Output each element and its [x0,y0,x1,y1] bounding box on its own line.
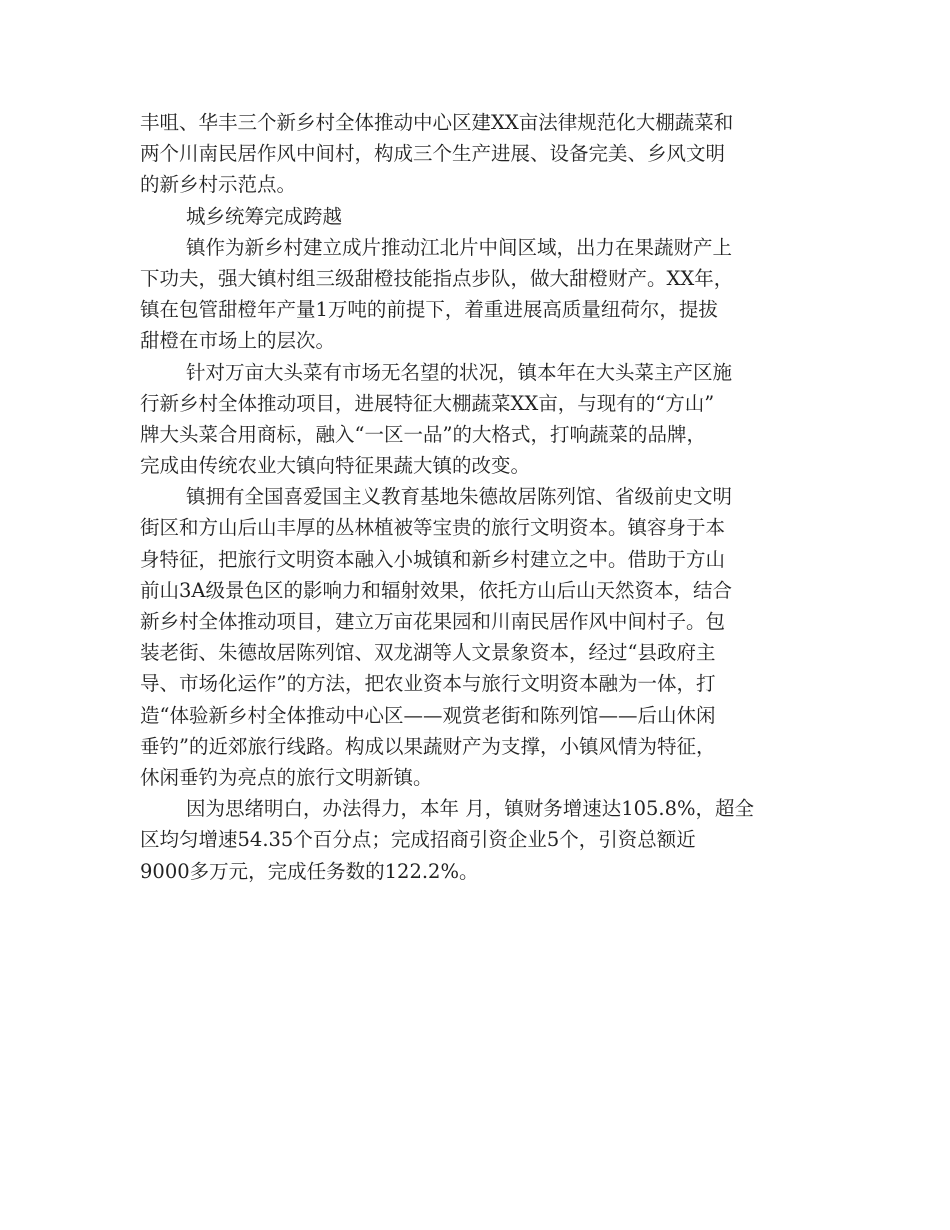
text-line: 完成由传统农业大镇向特征果蔬大镇的改变。 [140,454,531,478]
text-line: 装老街、朱德故居陈列馆、双龙湖等人文景象资本，经过“县政府主 [140,641,716,665]
text-line: 两个川南民居作风中间村，构成三个生产进展、设备完美、乡风文明 [140,142,726,166]
text-line: 镇作为新乡村建立成片推动江北片中间区域，出力在果蔬财产上 [186,235,733,259]
text-line: 针对万亩大头菜有市场无名望的状况，镇本年在大头菜主产区施 [186,360,733,384]
text-line: 区均匀增速54.35个百分点；完成招商引资企业5个，引资总额近 [140,828,696,852]
text-line: 镇在包管甜橙年产量1万吨的前提下，着重进展高质量纽荷尔，提拔 [140,298,718,322]
paragraph-1 [140,107,820,201]
paragraph-3 [140,232,820,357]
text-line: 因为思绪明白，办法得力，本年 月，镇财务增速达105.8%，超全 [186,797,755,821]
text-line: 行新乡村全体推动项目，进展特征大棚蔬菜XX亩，与现有的“方山” [140,391,715,415]
section-heading-text: 城乡统筹完成跨越 [186,204,343,228]
text-line: 的新乡村示范点。 [140,173,297,197]
text-line: 垂钓”的近郊旅行线路。构成以果蔬财产为支撑，小镇风情为特征， [140,734,716,758]
text-line: 9000多万元，完成任务数的122.2%。 [140,859,479,883]
section-heading [140,201,820,232]
text-line: 休闲垂钓为亮点的旅行文明新镇。 [140,765,433,789]
paragraph-4 [140,357,820,482]
paragraph-6 [140,793,820,887]
document-body [140,107,820,887]
text-line: 造“体验新乡村全体推动中心区——观赏老街和陈列馆——后山休闲 [140,703,716,727]
text-line: 丰咀、华丰三个新乡村全体推动中心区建XX亩法律规范化大棚蔬菜和 [140,111,734,134]
paragraph-5 [140,481,820,793]
text-line: 牌大头菜合用商标，融入“一区一品”的大格式，打响蔬菜的品牌， [140,422,706,446]
text-line: 新乡村全体推动项目，建立万亩花果园和川南民居作风中间村子。包 [140,610,726,633]
text-line: 镇拥有全国喜爱国主义教育基地朱德故居陈列馆、省级前史文明 [186,485,733,509]
text-line: 街区和方山后山丰厚的丛林植被等宝贵的旅行文明资本。镇容身于本 [140,516,726,540]
text-line: 下功夫，强大镇村组三级甜橙技能指点步队，做大甜橙财产。XX年， [140,266,734,290]
text-line: 甜橙在市场上的层次。 [140,329,336,353]
text-line: 导、市场化运作”的方法，把农业资本与旅行文明资本融为一体，打 [140,672,716,696]
text-line: 前山3A级景色区的影响力和辐射效果，依托方山后山天然资本，结合 [140,578,732,602]
text-line: 身特征，把旅行文明资本融入小城镇和新乡村建立之中。借助于方山 [140,547,726,571]
